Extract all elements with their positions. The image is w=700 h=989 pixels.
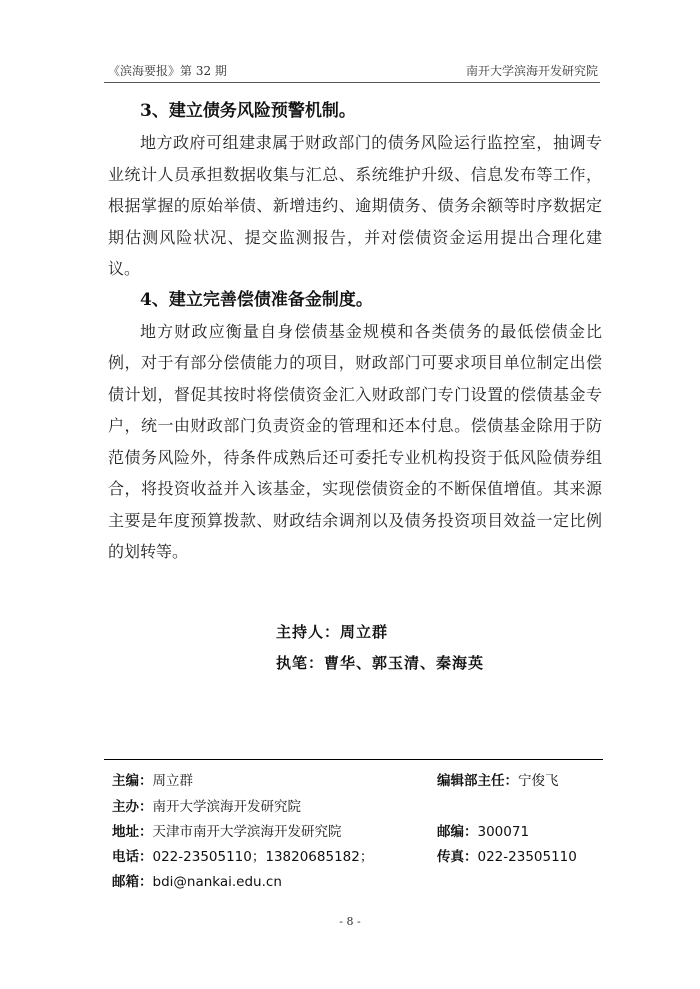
header-journal-issue: 《滨海要报》第 32 期 bbox=[108, 64, 227, 78]
phone-value: 022-23505110；13820685182； bbox=[152, 849, 374, 865]
section-3-heading: 3、建立债务风险预警机制。 bbox=[140, 101, 356, 121]
section-4-heading: 4、建立完善偿债准备金制度。 bbox=[140, 289, 373, 310]
footer-chief-editor bbox=[112, 769, 193, 789]
header-institute: 南开大学滨海开发研究院 bbox=[465, 64, 598, 78]
chief-editor-value: 周立群 bbox=[152, 773, 193, 789]
dept-head-label: 编辑部主任： bbox=[437, 773, 518, 789]
footer-address bbox=[112, 820, 342, 840]
fax-label: 传真： bbox=[437, 849, 478, 865]
chief-editor-label: 主编： bbox=[112, 773, 153, 789]
footer-divider bbox=[104, 759, 603, 760]
host-signature: 主持人：周立群 bbox=[276, 623, 389, 641]
sponsor-value: 南开大学滨海开发研究院 bbox=[152, 799, 301, 815]
section-4-paragraph: 地方财政应衡量自身偿债基金规模和各类债务的最低偿债金比例，对于有部分偿债能力的项目，财政部门可要求项目单位制定出偿债计划，督促其按时将偿债资金汇入财政部门专门设置的偿债基金专户，统一由财政部门负责资金的管理和还本付息。偿债基金除用于防范债务风险外，待条件成熟后还可委托专业机构投资于低风险债券组合，将投资收益并入该基金，实现偿债资金的不断保值增值。其来源主要是年度预算拨款、财政结余调剂以及债务投资项目效益一定比例的划转等。 bbox=[108, 321, 602, 561]
address-label: 地址： bbox=[112, 824, 153, 840]
footer-sponsor bbox=[112, 795, 301, 815]
email-label: 邮箱： bbox=[112, 874, 153, 890]
postcode-value: 300071 bbox=[477, 824, 530, 840]
dept-head-value: 宁俊飞 bbox=[518, 773, 559, 789]
footer-email bbox=[112, 870, 282, 890]
footer-fax bbox=[437, 845, 577, 865]
page-number: - 8 - bbox=[339, 915, 361, 928]
fax-value: 022-23505110 bbox=[477, 849, 577, 865]
running-header bbox=[108, 62, 598, 82]
address-value: 天津市南开大学滨海开发研究院 bbox=[152, 824, 342, 840]
footer-dept-head bbox=[437, 769, 559, 789]
section-3-paragraph: 地方政府可组建隶属于财政部门的债务风险运行监控室，抽调专业统计人员承担数据收集与汇总、系统维护升级、信息发布等工作，根据掌握的原始举债、新增违约、逾期债务、债务余额等时序数据定期估测风险状况、提交监测报告，并对偿债资金运用提出合理化建议。 bbox=[108, 133, 602, 278]
postcode-label: 邮编： bbox=[437, 824, 478, 840]
writers-signature: 执笔：曹华、郭玉清、秦海英 bbox=[276, 654, 485, 672]
sponsor-label: 主办： bbox=[112, 799, 153, 815]
footer-phone bbox=[112, 845, 373, 865]
header-divider bbox=[104, 82, 600, 83]
phone-label: 电话： bbox=[112, 849, 153, 865]
footer-postcode bbox=[437, 820, 529, 840]
article-body bbox=[108, 96, 602, 568]
email-link[interactable]: bdi@nankai.edu.cn bbox=[152, 874, 282, 890]
